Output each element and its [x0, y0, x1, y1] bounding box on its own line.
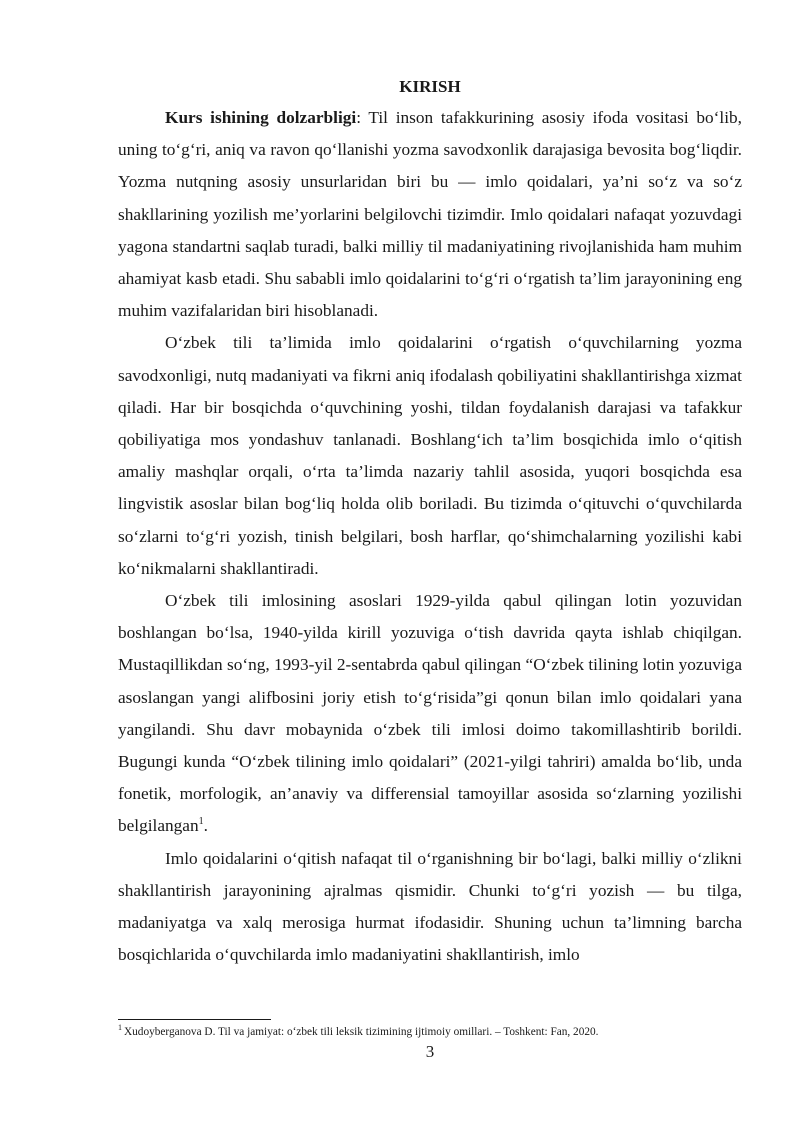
- footnote: [118, 1025, 758, 1039]
- paragraph-1: [118, 102, 742, 327]
- footnote-marker: 1: [118, 1023, 122, 1033]
- paragraph-2: [118, 327, 742, 585]
- paragraph-lead: Kurs ishining dolzarbligi: [165, 108, 357, 127]
- paragraph-text: : Til inson tafakkurining asosiy ifoda vositasi bo‘lib, uning to‘g‘ri, aniq va ravon qo‘llanishi yozma savodxonlik darajasiga bevosita bog‘liqdir. Yozma nutqning asosiy unsurlaridan biri bu — imlo qoidalari, ya’ni so‘z va so‘z shakllarining yozilish me’yorlarini belgilovchi tizimdir. Imlo qoidalari nafaqat yozuvdagi yagona standartni saqlab turadi, balki milliy til madaniyatining rivojlanishida ham muhim ahamiyat kasb etadi. Shu sababli imlo qoidalarini to‘g‘ri o‘rgatish ta’lim jarayonining eng muhim vazifalaridan biri hisoblanadi.: [118, 108, 742, 321]
- section-title: KIRISH: [399, 77, 461, 96]
- paragraph-text: O‘zbek tili imlosining asoslari 1929-yilda qabul qilingan lotin yozuvidan boshlangan bo‘lsa, 1940-yilda kirill yozuviga o‘tish davrida qayta ishlab chiqilgan. Mustaqillikdan so‘ng, 1993-yil 2-sentabrda qabul qilingan “O‘zbek tilining lotin yozuviga asoslangan yangi alifbosini joriy etish to‘g‘risida”gi qonun bilan imlo qoidalari yana yangilandi. Shu davr mobaynida o‘zbek tili imlosi doimo takomillashtirib borildi. Bugungi kunda “O‘zbek tilining imlo qoidalari” (2021-yilgi tahriri) amalda bo‘lib, unda fonetik, morfologik, an’anaviy va differensial tamoyillar asosida so‘zlarning yozilishi belgilangan: [118, 591, 742, 836]
- footnote-text: Xudoyberganova D. Til va jamiyat: o‘zbek tili leksik tizimining ijtimoiy omillari. – Toshkent: Fan, 2020.: [124, 1026, 599, 1038]
- body-text: [118, 102, 742, 971]
- paragraph-text: Imlo qoidalarini o‘qitish nafaqat til o‘rganishning bir bo‘lagi, balki milliy o‘zlikni shakllantirish jarayonining ajralmas qismidir. Chunki to‘g‘ri yozish — bu tilga, madaniyatga va xalq merosiga hurmat ifodasidir. Shuning uchun ta’limning barcha bosqichlarida o‘quvchilarda imlo madaniyatini shakllantirish, imlo: [118, 848, 742, 965]
- paragraph-4: [118, 843, 742, 972]
- paragraph-text: O‘zbek tili ta’limida imlo qoidalarini o‘rgatish o‘quvchilarning yozma savodxonligi, nutq madaniyati va fikrni aniq ifodalash qobiliyatini shakllantirishga xizmat qiladi. Har bir bosqichda o‘quvchining yoshi, tildan foydalanish darajasi va tafakkur qobiliyatiga mos yondashuv tanlanadi. Boshlang‘ich ta’lim bosqichida imlo o‘qitish amaliy mashqlar orqali, o‘rta ta’limda nazariy tahlil asosida, yuqori bosqichda esa lingvistik asoslar bilan bog‘liq holda olib boriladi. Bu tizimda o‘qituvchi o‘quvchilarda so‘zlarni to‘g‘ri yozish, tinish belgilari, bosh harflar, qo‘shimchalarning yozilishi kabi ko‘nikmalarni shakllantiradi.: [118, 333, 742, 578]
- page-number: 3: [425, 1042, 435, 1061]
- paragraph-3: [118, 585, 742, 843]
- footnote-reference[interactable]: 1: [198, 816, 204, 828]
- paragraph-tail: .: [203, 816, 208, 836]
- footnote-separator: [118, 1019, 271, 1020]
